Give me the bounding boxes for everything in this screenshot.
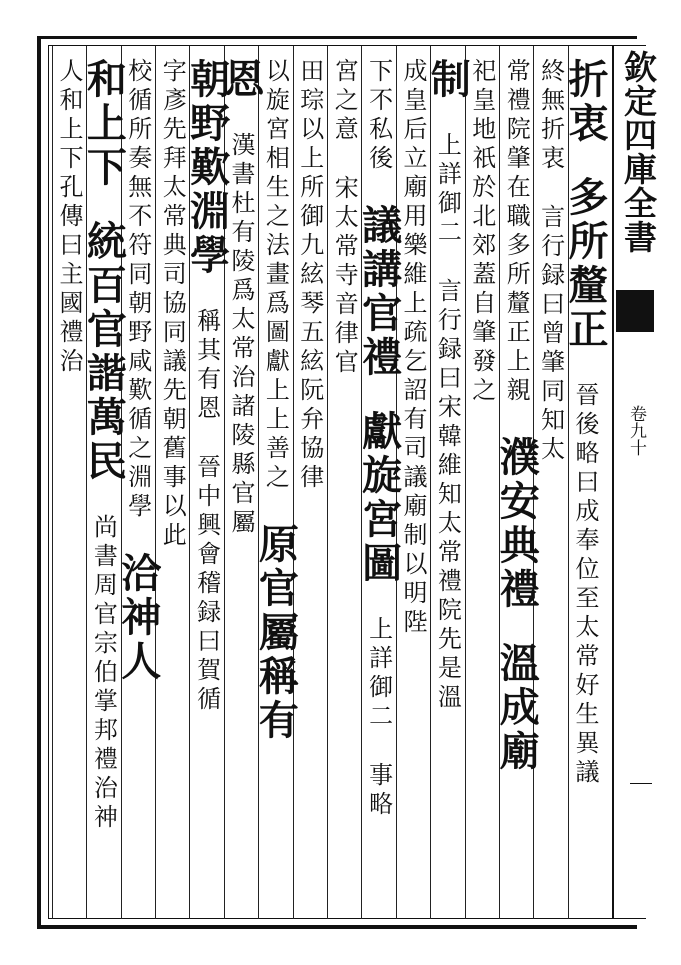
annotation-text: 上詳御二 (364, 616, 393, 732)
heading-phrase: 濮安典禮 (493, 436, 541, 612)
annotation-text: 人和上下孔傳曰主國禮治 (55, 58, 83, 377)
text-column (292, 58, 328, 918)
heading-phrase: 制 (424, 58, 472, 102)
text-column (424, 58, 472, 918)
annotation-text: 稱其有恩 (192, 308, 221, 424)
annotation-text: 下不私後 (364, 58, 393, 174)
heading-phrase: 溫成廟 (493, 642, 541, 774)
annotation-text: 校循所奏無不符同朝野咸歎循之淵學 (123, 58, 152, 522)
heading-phrase: 統百官諧萬民 (80, 220, 128, 484)
annotation-text: 成皇后立廟用樂維上疏乞詔有司議廟制以明陛 (399, 58, 427, 638)
annotation-text: 以旋宮相生之法畫爲圖獻上上善之 (261, 58, 290, 493)
spine-volume: 卷九十 (626, 405, 646, 456)
annotation-text: 宮之意 (330, 58, 359, 145)
annotation-text: 字彥先拜太常典司協同議先朝舊事以此 (158, 58, 187, 551)
annotation-text: 終無折衷 (536, 58, 565, 174)
text-column (154, 58, 190, 918)
heading-phrase: 多所釐正 (562, 176, 609, 352)
annotation-text: 言行録曰宋韓維知太常禮院先是溫 (433, 278, 462, 713)
text-column (464, 58, 500, 918)
annotation-text: 事略 (364, 762, 393, 820)
text-column (493, 58, 541, 918)
heading-phrase: 洽神人 (114, 552, 162, 684)
annotation-text: 尚書周官宗伯掌邦禮治神 (89, 514, 118, 833)
heading-phrase: 折衷 (562, 58, 609, 146)
text-column (183, 58, 231, 918)
text-column (80, 58, 128, 918)
annotation-text: 上詳御二 (433, 132, 462, 248)
heading-phrase: 議講官禮 (355, 204, 403, 380)
heading-phrase: 和上下 (80, 58, 128, 190)
spine-title: 欽定四庫全書 (619, 50, 658, 254)
heading-phrase: 獻旋宮圖 (355, 410, 403, 586)
column-rule (52, 46, 53, 919)
text-column (562, 58, 609, 918)
heading-phrase: 朝野歎淵學 (183, 58, 231, 278)
annotation-text: 言行録曰曾肇同知太 (536, 204, 565, 465)
text-column (51, 58, 87, 918)
annotation-text: 祀皇地祇於北郊蓋自肇發之 (467, 58, 496, 406)
text-column (355, 58, 403, 918)
spine-mark (630, 783, 652, 784)
text-column (252, 58, 300, 918)
text-column (326, 58, 362, 918)
annotation-text: 晉中興會稽録曰賀循 (192, 454, 221, 715)
heading-phrase: 恩 (218, 58, 265, 102)
annotation-text: 田琮以上所御九絃琴五絃阮弁協律 (295, 58, 324, 493)
spine-fishtail-block (616, 290, 654, 332)
annotation-text: 漢書杜有陵爲太常治諸陵縣官屬 (227, 132, 255, 538)
annotation-text: 宋太常寺音律官 (330, 175, 359, 378)
heading-phrase: 原官屬稱有 (252, 523, 300, 743)
annotation-text: 晉後略曰成奉位至太常好生異議 (571, 382, 599, 788)
annotation-text: 常禮院肇在職多所釐正上親 (502, 58, 531, 406)
